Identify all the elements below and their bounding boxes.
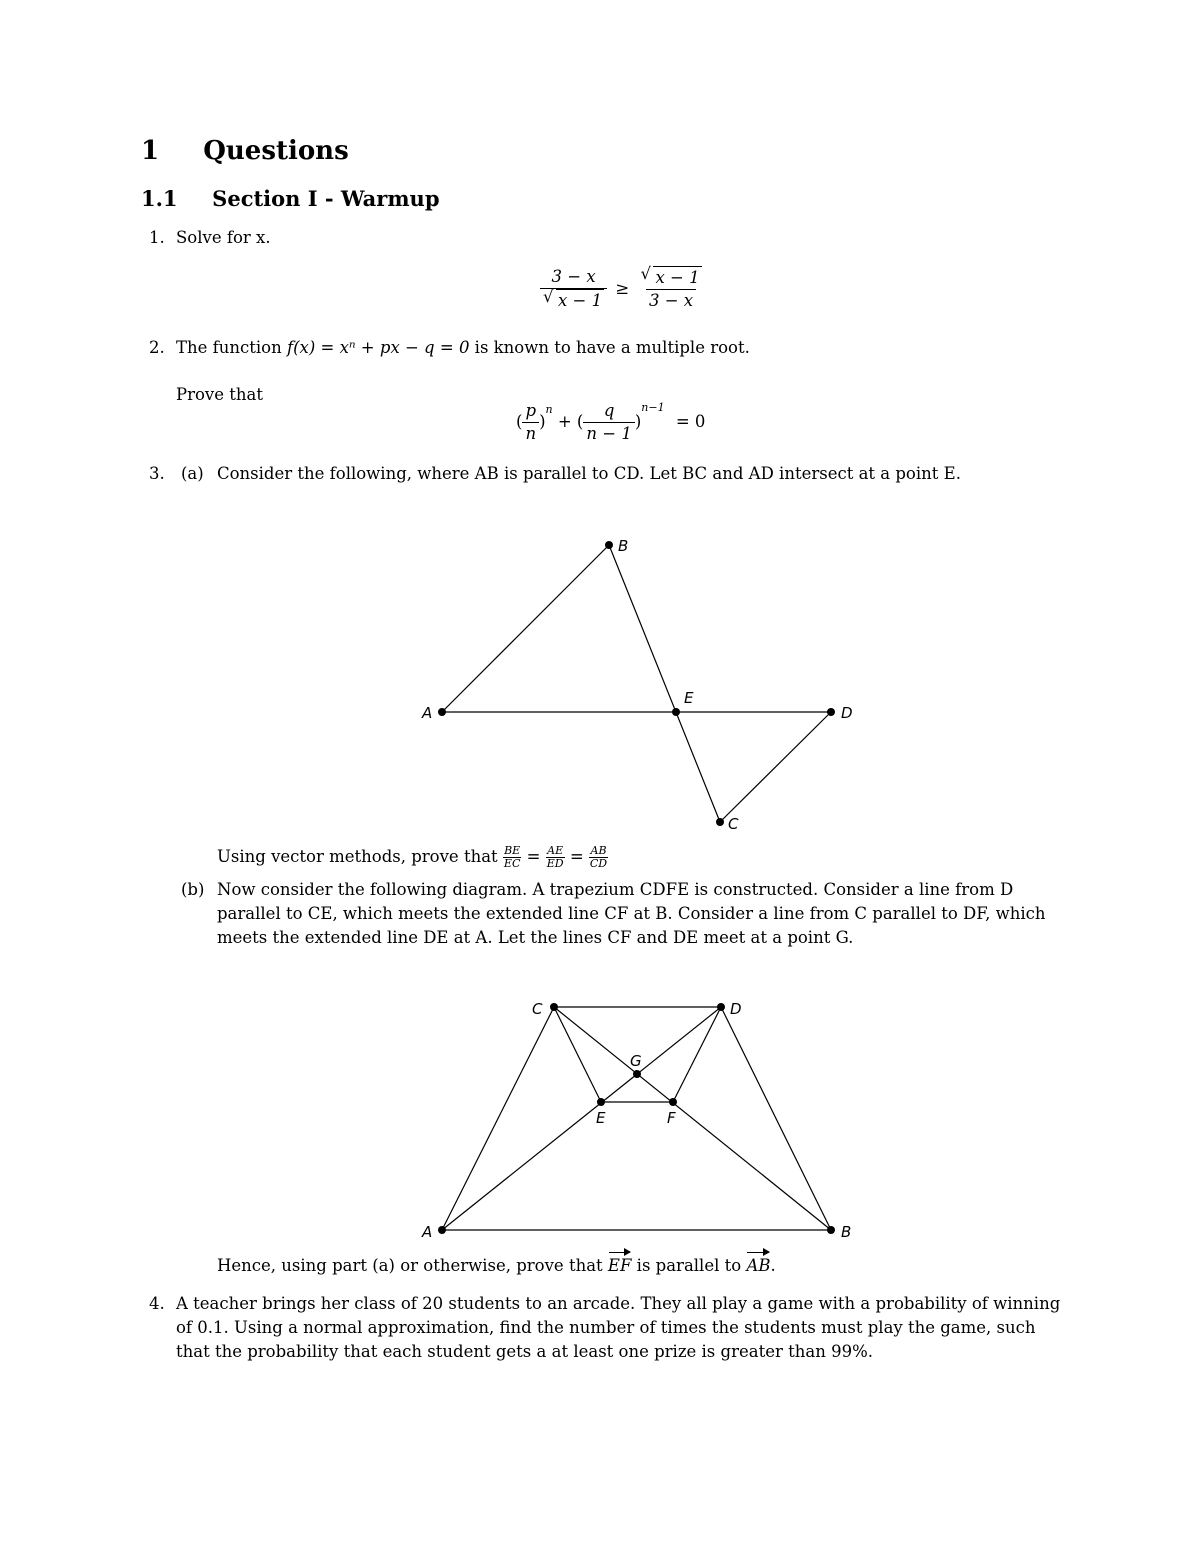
q3a-text: Consider the following, where AB is parallel to CD. Let BC and AD intersect at a point E.	[217, 464, 961, 483]
segment-bc	[609, 545, 720, 822]
q2-eq: = 0	[675, 412, 706, 431]
ratio3-num: AB	[590, 844, 607, 857]
q4-line1: A teacher brings her class of 20 students to an arcade. They all play a game with a probability of winning	[176, 1294, 1061, 1313]
q3b-hence	[217, 1254, 776, 1278]
segment-ad	[442, 1007, 721, 1230]
point-d	[827, 708, 835, 716]
q2-post: is known to have a multiple root.	[469, 338, 750, 357]
q4-number: 4.	[149, 1294, 165, 1313]
point-e	[597, 1098, 605, 1106]
segment-df	[673, 1007, 721, 1102]
label-c: C	[532, 1000, 543, 1018]
q3b-line1: Now consider the following diagram. A trapezium CDFE is constructed. Consider a line from D	[217, 880, 1014, 899]
q3a-prove-pre: Using vector methods, prove that	[217, 847, 498, 866]
label-a: A	[422, 1223, 433, 1241]
subsection-number: 1.1	[141, 186, 178, 211]
q2-prove-text: Prove that	[176, 385, 263, 404]
label-d: D	[730, 1000, 742, 1018]
section-title: Questions	[203, 136, 349, 166]
segment-ac	[442, 1007, 554, 1230]
q2-exp1: n	[545, 402, 553, 416]
label-b: B	[841, 1223, 852, 1241]
point-b	[827, 1226, 835, 1234]
q1-rhs-fraction	[637, 266, 704, 312]
q3b-hence-mid: is parallel to	[631, 1256, 747, 1275]
q1-lhs-num: 3 − x	[551, 267, 596, 286]
q3-number: 3.	[149, 464, 165, 483]
ratio2-den: ED	[546, 857, 564, 870]
q1-number: 1.	[149, 228, 165, 247]
q1-text: Solve for x.	[176, 228, 271, 247]
subsection-title: Section I - Warmup	[212, 186, 440, 211]
q1-lhs-fraction	[540, 266, 607, 312]
q1-rhs-num: x − 1	[655, 268, 700, 287]
section-heading	[141, 136, 349, 166]
label-a: A	[422, 704, 433, 722]
q1-inequality	[540, 266, 705, 312]
ratio2-num: AE	[547, 844, 564, 857]
q3b-hence-pre: Hence, using part (a) or otherwise, prove that	[217, 1256, 608, 1275]
q2-number: 2.	[149, 338, 165, 357]
label-g: G	[630, 1052, 642, 1070]
q3b-label: (b)	[181, 880, 205, 899]
label-f: F	[667, 1109, 676, 1127]
point-a	[438, 708, 446, 716]
point-b	[605, 541, 613, 549]
point-a	[438, 1226, 446, 1234]
q3a-label: (a)	[181, 464, 204, 483]
q2-text	[176, 336, 750, 360]
point-e	[672, 708, 680, 716]
ratio1-num: BE	[504, 844, 521, 857]
figure-1	[400, 525, 880, 840]
q2-exp2: n−1	[641, 400, 665, 414]
q3b-hence-end: .	[770, 1256, 776, 1275]
label-d: D	[841, 704, 853, 722]
ratio1-den: EC	[503, 857, 521, 870]
segment-bd	[721, 1007, 831, 1230]
subsection-heading	[141, 186, 440, 211]
q2-equation: ( $\frac{p}{n}$ )$^n$ + ( $\frac{q}{n - 1}$ )$^{n-1}$ = 0	[516, 400, 706, 443]
ratio3-den: CD	[589, 857, 608, 870]
point-f	[669, 1098, 677, 1106]
q3b-line2: parallel to CE, which meets the extended line CF at B. Consider a line from C parallel to DF, which	[217, 904, 1046, 923]
point-d	[717, 1003, 725, 1011]
point-c	[550, 1003, 558, 1011]
label-c: C	[728, 815, 739, 833]
figure-2	[400, 985, 880, 1250]
q3b-line3: meets the extended line DE at A. Let the lines CF and DE meet at a point G.	[217, 928, 854, 947]
q2-q: q	[603, 401, 615, 420]
vector-ab: AB	[746, 1254, 770, 1278]
segment-dc	[720, 712, 831, 822]
label-e: E	[684, 689, 694, 707]
q4-line3: that the probability that each student gets a at least one prize is greater than 99%.	[176, 1342, 873, 1361]
point-g	[633, 1070, 641, 1078]
q2-nm1: n − 1	[583, 422, 634, 445]
q2-pre: The function	[176, 338, 287, 357]
label-e: E	[596, 1109, 606, 1127]
segment-ab	[442, 545, 609, 712]
label-b: B	[618, 537, 629, 555]
q1-rhs-den: 3 − x	[646, 289, 696, 312]
q1-relation: ≥	[615, 278, 630, 298]
section-number: 1	[141, 136, 160, 166]
q1-lhs-den: x − 1	[558, 291, 603, 310]
q4-line2: of 0.1. Using a normal approximation, find the number of times the students must play the game, such	[176, 1318, 1036, 1337]
q2-p: p	[525, 401, 537, 420]
q2-function: f(x) = xⁿ + px − q = 0	[286, 338, 470, 357]
q3a-prove: Using vector methods, prove that $\frac{BE}{EC}$ = $\frac{AE}{ED}$ = $\frac{AB}{CD}$	[217, 844, 608, 870]
segment-ce	[554, 1007, 601, 1102]
vector-ef: EF	[608, 1254, 632, 1278]
q2-n: n	[522, 422, 539, 445]
point-c	[716, 818, 724, 826]
